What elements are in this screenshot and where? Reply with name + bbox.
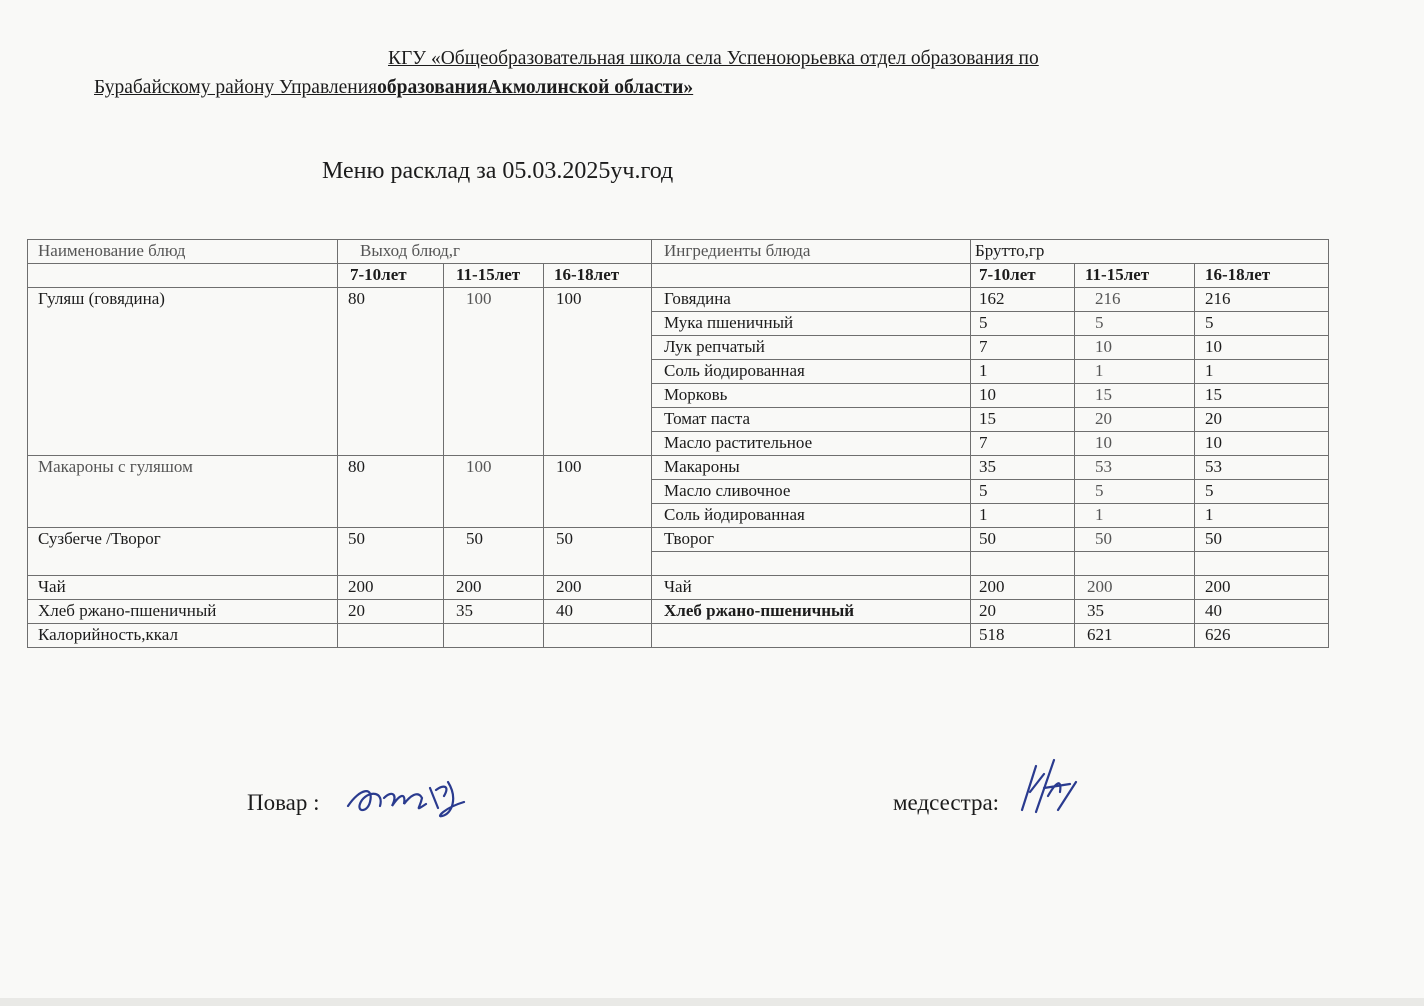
- yield-age-3: 16-18лет: [544, 264, 652, 288]
- ingredient-name: Лук репчатый: [652, 336, 971, 360]
- age-header-blank-2: [652, 264, 971, 288]
- ingredient-brutto: 1: [1075, 360, 1195, 384]
- table-row: [28, 576, 1329, 600]
- header-line-2: [94, 77, 693, 99]
- dish-yield: 100: [444, 456, 544, 528]
- ingredient-brutto: 200: [971, 576, 1075, 600]
- ingredient-name: Томат паста: [652, 408, 971, 432]
- dish-yield: 50: [338, 528, 444, 576]
- ingredient-name: Говядина: [652, 288, 971, 312]
- ingredient-brutto: 1: [1195, 360, 1329, 384]
- calories-value: 518: [971, 624, 1075, 648]
- calories-label: Калорийность,ккал: [28, 624, 338, 648]
- yield-age-1: 7-10лет: [338, 264, 444, 288]
- empty-cell: [1075, 552, 1195, 576]
- ingredient-brutto: 35: [1075, 600, 1195, 624]
- age-header-row: [28, 264, 1329, 288]
- yield-age-2: 11-15лет: [444, 264, 544, 288]
- header-yield: Выход блюд,г: [338, 240, 652, 264]
- ingredient-brutto: 5: [1195, 312, 1329, 336]
- dish-yield: 50: [544, 528, 652, 576]
- ingredient-name: Морковь: [652, 384, 971, 408]
- ingredient-name: Соль йодированная: [652, 360, 971, 384]
- ingredient-brutto: 10: [971, 384, 1075, 408]
- ingredient-brutto: 53: [1075, 456, 1195, 480]
- empty-cell: [971, 552, 1075, 576]
- ingredient-brutto: 20: [1195, 408, 1329, 432]
- brutto-age-1: 7-10лет: [971, 264, 1075, 288]
- ingredient-name: Хлеб ржано-пшеничный: [652, 600, 971, 624]
- ingredient-name: Масло растительное: [652, 432, 971, 456]
- ingredient-brutto: 5: [971, 480, 1075, 504]
- header-ingredients: Ингредиенты блюда: [652, 240, 971, 264]
- ingredient-brutto: 5: [1075, 312, 1195, 336]
- ingredient-brutto: 162: [971, 288, 1075, 312]
- ingredient-brutto: 20: [1075, 408, 1195, 432]
- ingredient-brutto: 216: [1075, 288, 1195, 312]
- cook-label: Повар :: [247, 790, 320, 815]
- ingredient-brutto: 1: [1075, 504, 1195, 528]
- table-row: [28, 288, 1329, 312]
- ingredient-brutto: 1: [971, 504, 1075, 528]
- ingredient-brutto: 1: [1195, 504, 1329, 528]
- dish-yield: 80: [338, 456, 444, 528]
- dish-yield: 100: [544, 456, 652, 528]
- ingredient-brutto: 15: [971, 408, 1075, 432]
- empty-cell: [544, 624, 652, 648]
- page-title: Меню расклад за 05.03.2025уч.год: [322, 158, 674, 184]
- ingredient-brutto: 10: [1195, 336, 1329, 360]
- ingredient-brutto: 10: [1195, 432, 1329, 456]
- ingredient-name: Масло сливочное: [652, 480, 971, 504]
- ingredient-brutto: 7: [971, 336, 1075, 360]
- ingredient-brutto: 53: [1195, 456, 1329, 480]
- header-line-1: КГУ «Общеобразовательная школа села Успеноюрьевка отдел образования по: [388, 48, 1039, 69]
- dish-name: Сузбеrче /Творог: [28, 528, 338, 576]
- dish-yield: 80: [338, 288, 444, 456]
- ingredient-brutto: 20: [971, 600, 1075, 624]
- ingredient-brutto: 200: [1195, 576, 1329, 600]
- ingredient-brutto: 5: [1195, 480, 1329, 504]
- calories-row: [28, 624, 1329, 648]
- table-row: [28, 600, 1329, 624]
- dish-name: Чай: [28, 576, 338, 600]
- ingredient-brutto: 7: [971, 432, 1075, 456]
- scan-edge: [0, 998, 1424, 1006]
- dish-yield: 200: [544, 576, 652, 600]
- empty-cell: [1195, 552, 1329, 576]
- dish-yield: 40: [544, 600, 652, 624]
- ingredient-name: Чай: [652, 576, 971, 600]
- nurse-signature: [1014, 752, 1084, 822]
- ingredient-brutto: 15: [1075, 384, 1195, 408]
- empty-cell: [444, 624, 544, 648]
- ingredient-brutto: 40: [1195, 600, 1329, 624]
- ingredient-brutto: 5: [1075, 480, 1195, 504]
- header-dish: Наименование блюд: [28, 240, 338, 264]
- brutto-age-3: 16-18лет: [1195, 264, 1329, 288]
- dish-yield: 200: [444, 576, 544, 600]
- ingredient-brutto: 10: [1075, 336, 1195, 360]
- ingredient-brutto: 50: [1075, 528, 1195, 552]
- ingredient-brutto: 35: [971, 456, 1075, 480]
- age-header-blank: [28, 264, 338, 288]
- ingredient-brutto: 1: [971, 360, 1075, 384]
- empty-cell: [652, 624, 971, 648]
- dish-yield: 200: [338, 576, 444, 600]
- calories-value: 621: [1075, 624, 1195, 648]
- dish-yield: 35: [444, 600, 544, 624]
- ingredient-brutto: 10: [1075, 432, 1195, 456]
- ingredient-name: Творог: [652, 528, 971, 552]
- ingredient-brutto: 5: [971, 312, 1075, 336]
- ingredient-brutto: 216: [1195, 288, 1329, 312]
- empty-cell: [338, 624, 444, 648]
- calories-value: 626: [1195, 624, 1329, 648]
- ingredient-name: Мука пшеничный: [652, 312, 971, 336]
- ingredient-brutto: 50: [971, 528, 1075, 552]
- dish-yield: 50: [444, 528, 544, 576]
- header-brutto: Брутто,гр: [971, 240, 1329, 264]
- ingredient-name: Макароны: [652, 456, 971, 480]
- dish-yield: 100: [444, 288, 544, 456]
- ingredient-name: Соль йодированная: [652, 504, 971, 528]
- table-header-row: [28, 240, 1329, 264]
- nurse-label: медсестра:: [893, 790, 1000, 815]
- header-line-2-bold: образованияАкмолинской области»: [377, 77, 694, 98]
- brutto-age-2: 11-15лет: [1075, 264, 1195, 288]
- menu-table: [27, 239, 1329, 648]
- dish-name: Гуляш (говядина): [28, 288, 338, 456]
- table-row: [28, 528, 1329, 552]
- ingredient-brutto: 50: [1195, 528, 1329, 552]
- header-line-2-normal: Бурабайскому району Управления: [94, 77, 378, 98]
- empty-cell: [652, 552, 971, 576]
- cook-signature: [340, 768, 480, 828]
- ingredient-brutto: 200: [1075, 576, 1195, 600]
- table-row: [28, 456, 1329, 480]
- ingredient-brutto: 15: [1195, 384, 1329, 408]
- dish-yield: 20: [338, 600, 444, 624]
- dish-name: Хлеб ржано-пшеничный: [28, 600, 338, 624]
- dish-name: Макароны с гуляшом: [28, 456, 338, 528]
- dish-yield: 100: [544, 288, 652, 456]
